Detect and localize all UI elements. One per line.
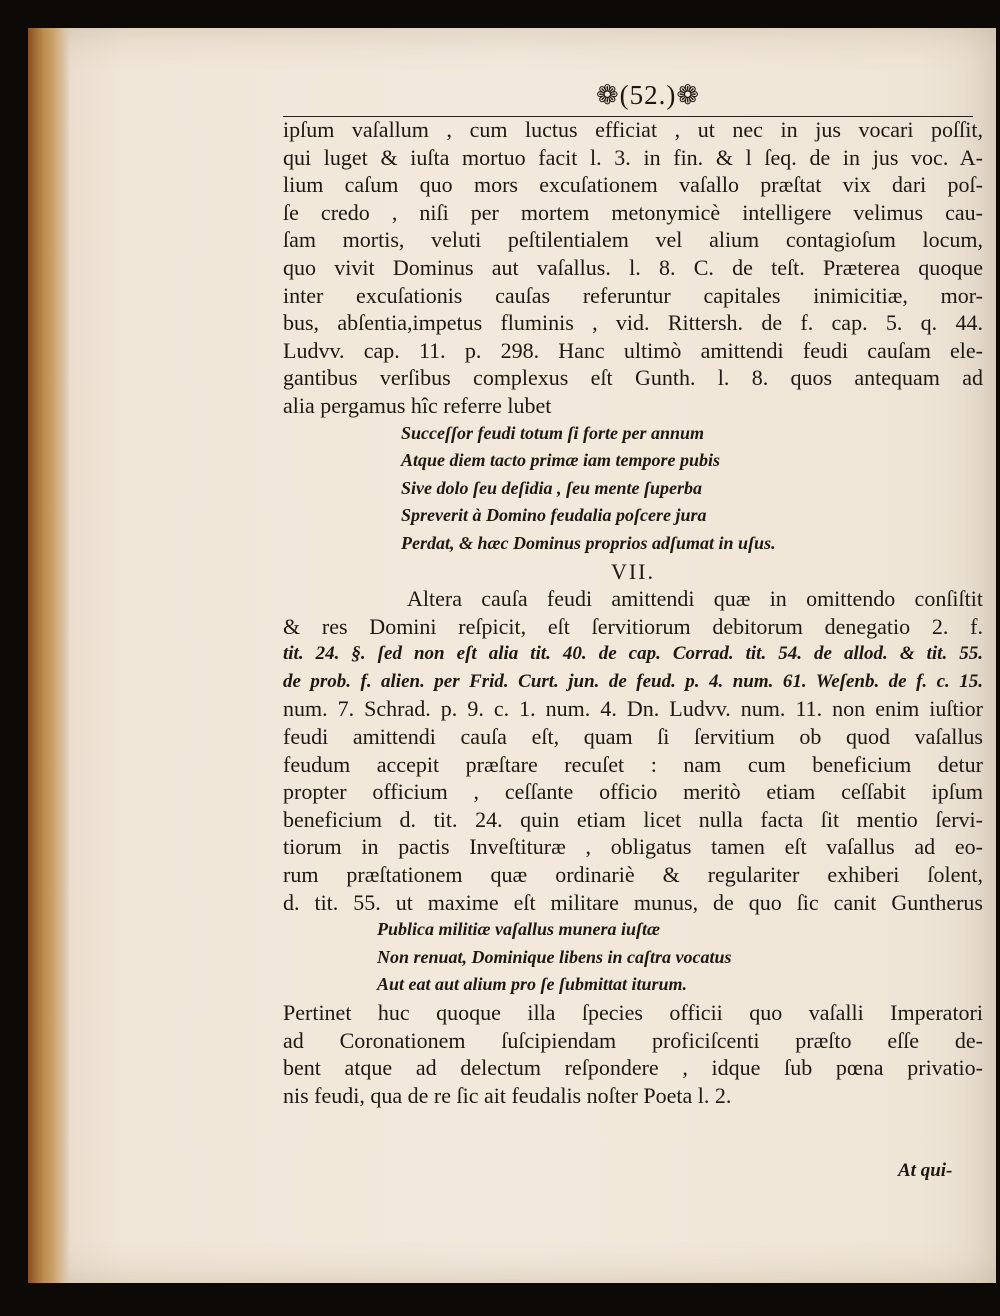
paragraph-1 xyxy=(283,116,983,420)
verse-block-1 xyxy=(283,420,983,558)
verse-line: Aut eat aut alium pro ſe ſubmittat iturum. xyxy=(377,974,688,995)
text-line: gantibus verſibus complexus eſt Gunth. l. 8. quos antequam ad xyxy=(283,365,983,391)
text-line: qui luget & iuſta mortuo facit l. 3. in fin. & l ſeq. de in jus voc. A- xyxy=(283,144,983,170)
text-line: alia pergamus hîc referre lubet xyxy=(283,392,552,418)
text-line: ad Coronationem ſuſcipiendam proficiſcenti præſto eſſe de- xyxy=(283,1027,983,1053)
text-line: d. tit. 55. ut maxime eſt militare munus, de quo ſic canit Guntherus xyxy=(283,889,983,915)
page-number-header: ❁(52.)❁ xyxy=(596,80,700,110)
text-line: & res Domini reſpicit, eſt ſervitiorum debitorum denegatio 2. f. xyxy=(283,613,983,639)
body-text xyxy=(283,116,983,1109)
text-line: tit. 24. §. ſed non eſt alia tit. 40. de cap. Corrad. tit. 54. de allod. & tit. 55. xyxy=(283,643,983,665)
book-spine-edge xyxy=(28,28,70,1283)
catchword: At qui- xyxy=(898,1160,953,1181)
verse-line: Atque diem tacto primæ iam tempore pubis xyxy=(401,450,720,471)
text-line: num. 7. Schrad. p. 9. c. 1. num. 4. Dn. Ludvv. num. 11. non enim iuſtior xyxy=(283,696,983,722)
verse-block-2 xyxy=(283,916,983,999)
verse-line: Publica militiæ vaſallus munera iuſtæ xyxy=(377,919,661,940)
text-line: tiorum in pactis Inveſtituræ , obligatus tamen eſt vaſallus ad eo- xyxy=(283,834,983,860)
section-number: VII. xyxy=(610,558,656,584)
text-line: de prob. f. alien. per Frid. Curt. jun. de feud. p. 4. num. 61. Weſenb. de f. c. 15. xyxy=(283,670,983,692)
paragraph-3 xyxy=(283,999,983,1109)
text-line: inter excuſationis cauſas referuntur capitales inimicitiæ, mor- xyxy=(283,282,983,308)
text-line: lium caſum quo mors excuſationem vaſallo præſtat vix dari poſ- xyxy=(283,172,983,198)
text-line: beneficium d. tit. 24. quin etiam licet nulla facta ſit mentio ſervi- xyxy=(283,806,983,832)
text-line: Altera cauſa feudi amittendi quæ in omittendo conſiſtit xyxy=(407,586,983,612)
paragraph-2 xyxy=(283,585,983,916)
text-line: feudum accepit præſtare recuſet : nam cum beneficium detur xyxy=(283,751,983,777)
verse-line: Succeſſor feudi totum ſi forte per annum xyxy=(401,422,705,443)
text-line: Ludvv. cap. 11. p. 298. Hanc ultimò amittendi feudi cauſam ele- xyxy=(283,337,983,363)
verse-line: Non renuat, Dominique libens in caſtra vocatus xyxy=(377,946,732,967)
verse-line: Spreverit à Domino feudalia poſcere jura xyxy=(401,505,707,526)
verse-line: Sive dolo ſeu deſidia , ſeu mente ſuperba xyxy=(401,477,702,498)
text-line: nis feudi, qua de re ſic ait feudalis noſter Poeta l. 2. xyxy=(283,1082,732,1108)
text-line: quo vivit Dominus aut vaſallus. l. 8. C. de teſt. Præterea quoque xyxy=(283,254,983,280)
text-line: rum præſtationem quæ ordinariè & regulariter exhiberi ſolent, xyxy=(283,862,983,888)
text-line: bent atque ad delectum reſpondere , idque ſub pœna privatio- xyxy=(283,1055,983,1081)
text-line: ipſum vaſallum , cum luctus efficiat , ut nec in jus vocari poſſit, xyxy=(283,117,983,142)
text-line: Pertinet huc quoque illa ſpecies officii quo vaſalli Imperatori xyxy=(283,1000,983,1025)
text-line: ſe credo , niſi per mortem metonymicè intelligere velimus cau- xyxy=(283,199,983,225)
book-page xyxy=(28,28,996,1283)
text-line: ſam mortis, veluti peſtilentialem vel alium contagioſum locum, xyxy=(283,227,983,253)
verse-line: Perdat, & hæc Dominus proprios adſumat in uſus. xyxy=(401,532,776,553)
text-line: propter officium , ceſſante officio meritò etiam ceſſabit ipſum xyxy=(283,779,983,805)
text-line: feudi amittendi cauſa eſt, quam ſi ſervitium ob quod vaſallus xyxy=(283,724,983,750)
text-line: bus, abſentia,impetus fluminis , vid. Rittersh. de f. cap. 5. q. 44. xyxy=(283,310,983,336)
